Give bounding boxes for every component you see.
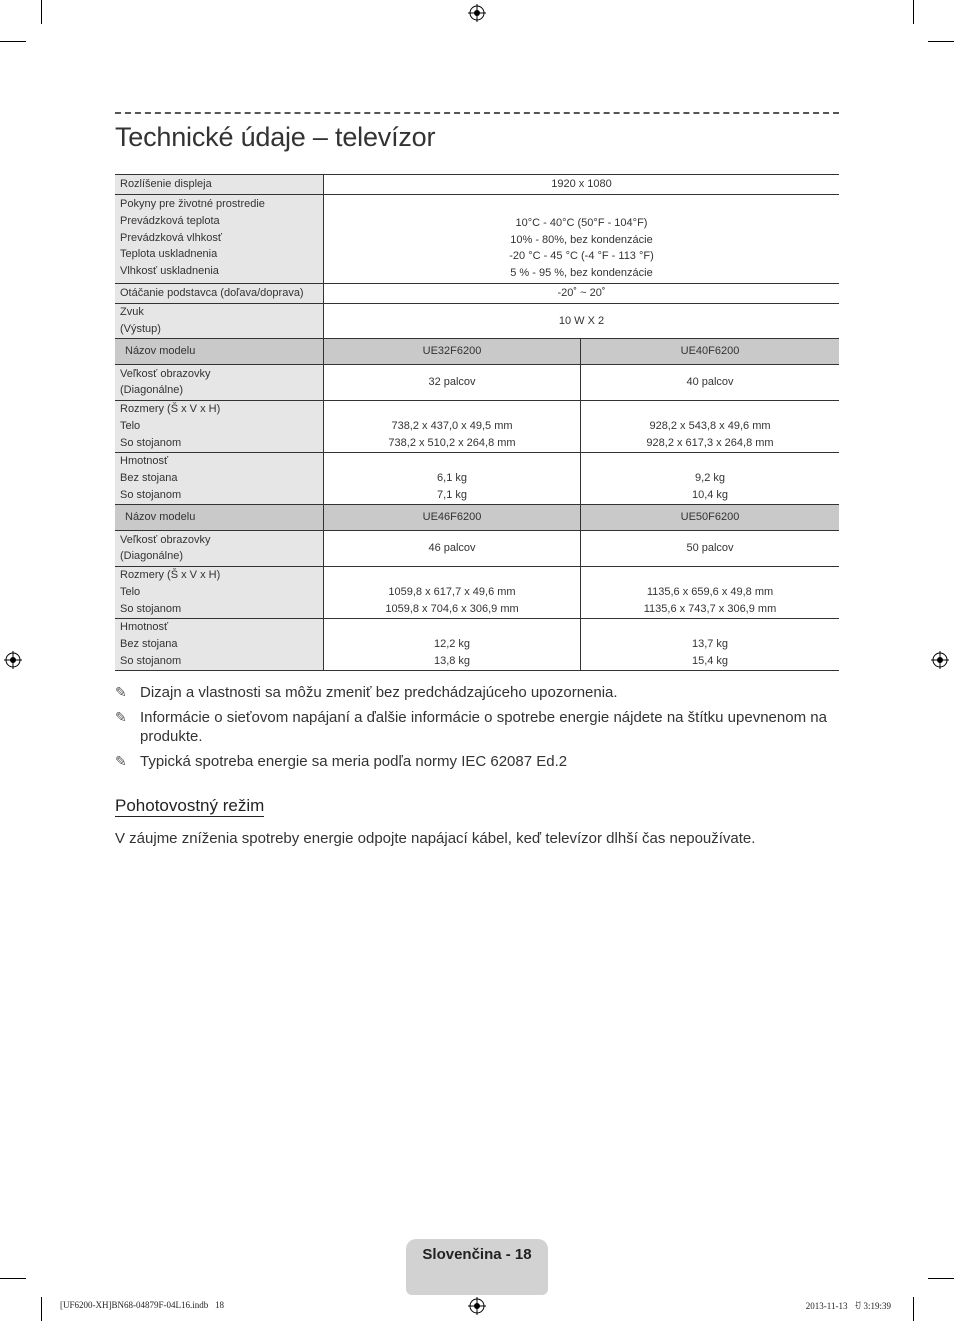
registration-mark-icon [468, 1297, 486, 1315]
spec-label [115, 530, 324, 566]
spec-label-line: Veľkosť obrazovky [120, 533, 211, 546]
spec-label-line: Teplota uskladnenia [120, 248, 218, 261]
crop-mark [928, 1278, 954, 1279]
spec-value-line: 1059,8 x 704,6 x 306,9 mm [385, 603, 519, 616]
spec-value-line: 928,2 x 617,3 x 264,8 mm [646, 437, 774, 450]
model-header-label: Názov modelu [115, 338, 324, 364]
crop-mark [913, 0, 914, 24]
spec-value-line: 13,7 kg [691, 638, 729, 651]
spec-value-line: 738,2 x 437,0 x 49,5 mm [391, 420, 513, 433]
registration-mark-icon [4, 651, 22, 669]
note-item [115, 683, 839, 702]
spec-label-line: Hmotnosť [120, 455, 169, 468]
spec-value-line: 928,2 x 543,8 x 49,6 mm [649, 420, 771, 433]
crop-mark [928, 41, 954, 42]
table-row [115, 400, 839, 452]
spec-value: 40 palcov [581, 364, 840, 400]
spec-value [324, 566, 581, 618]
table-row [115, 530, 839, 566]
spec-label [115, 618, 324, 670]
spec-value-line: -20 °C - 45 °C (-4 °F - 113 °F) [509, 250, 654, 263]
spec-label-line: Telo [120, 586, 141, 599]
model-name: UE50F6200 [581, 504, 840, 530]
spec-value: -20˚ ~ 20˚ [324, 283, 840, 303]
spec-value-line: 10°C - 40°C (50°F - 104°F) [515, 216, 648, 229]
table-row [115, 364, 839, 400]
spec-value-line: 1059,8 x 617,7 x 49,6 mm [388, 586, 516, 599]
spec-value [324, 195, 840, 284]
spec-value: 46 palcov [324, 530, 581, 566]
spec-label-line: So stojanom [120, 654, 182, 667]
note-item [115, 708, 839, 746]
spec-label-line: Telo [120, 420, 141, 433]
spec-label-line: So stojanom [120, 602, 182, 615]
table-row [115, 195, 839, 284]
page-label: Slovenčina - 18 [422, 1246, 532, 1263]
model-name: UE46F6200 [324, 504, 581, 530]
spec-label-line: (Výstup) [120, 322, 161, 335]
spec-value-line: 1135,6 x 743,7 x 306,9 mm [643, 603, 777, 616]
spec-value [581, 400, 840, 452]
spec-value-line: 738,2 x 510,2 x 264,8 mm [388, 437, 516, 450]
spec-label [115, 303, 324, 338]
crop-mark [913, 1297, 914, 1321]
spec-label [115, 452, 324, 504]
spec-label [115, 195, 324, 284]
crop-mark [41, 0, 42, 24]
spec-label [115, 364, 324, 400]
spec-label-line: (Diagonálne) [120, 550, 183, 563]
pencil-icon: ✎ [115, 684, 127, 700]
section-heading-text: Pohotovostný režim [115, 796, 265, 815]
spec-value [581, 566, 840, 618]
pencil-icon: ✎ [115, 753, 127, 769]
spec-value-line: 15,4 kg [691, 655, 729, 668]
model-name: UE32F6200 [324, 338, 581, 364]
spec-table [115, 174, 839, 671]
spec-label-line: Prevádzková vlhkosť [120, 231, 222, 244]
spec-label-line: Bez stojana [120, 472, 178, 485]
spec-label-line: Rozmery (Š x V x H) [120, 569, 221, 582]
table-row [115, 452, 839, 504]
spec-value [324, 618, 581, 670]
crop-mark [0, 41, 26, 42]
spec-value: 50 palcov [581, 530, 840, 566]
registration-mark-icon [468, 4, 486, 22]
spec-label: Otáčanie podstavca (doľava/doprava) [115, 283, 324, 303]
model-header-label: Názov modelu [115, 504, 324, 530]
spec-value [581, 452, 840, 504]
table-row [115, 303, 839, 338]
spec-label-line: So stojanom [120, 488, 182, 501]
spec-label-line: Hmotnosť [120, 621, 169, 634]
crop-mark [0, 1278, 26, 1279]
spec-value [324, 452, 581, 504]
spec-label-line: (Diagonálne) [120, 384, 183, 397]
registration-mark-icon [931, 651, 949, 669]
note-text: Typická spotreba energie sa meria podľa normy IEC 62087 Ed.2 [140, 753, 568, 770]
spec-value-line: 6,1 kg [437, 472, 467, 485]
spec-label: Rozlíšenie displeja [115, 175, 324, 195]
model-header-row [115, 338, 839, 364]
spec-label-line: Bez stojana [120, 638, 178, 651]
model-header-row [115, 504, 839, 530]
spec-label-line: Pokyny pre životné prostredie [120, 198, 265, 210]
spec-value: 1920 x 1080 [324, 175, 840, 195]
table-row [115, 175, 839, 195]
note-text: Dizajn a vlastnosti sa môžu zmeniť bez predchádzajúceho upozornenia. [140, 684, 618, 701]
table-row [115, 618, 839, 670]
spec-label-line: Prevádzková teplota [120, 214, 220, 227]
model-name: UE40F6200 [581, 338, 840, 364]
title-rule [115, 112, 839, 114]
spec-value: 32 palcov [324, 364, 581, 400]
page-number-tab [406, 1239, 548, 1295]
spec-value-line: 7,1 kg [437, 489, 467, 502]
spec-value-line: 13,8 kg [433, 655, 471, 668]
spec-value-line: 1135,6 x 659,6 x 49,8 mm [646, 586, 774, 599]
spec-value-line: 9,2 kg [695, 472, 725, 485]
spec-value-line: 5 % - 95 %, bez kondenzácie [510, 267, 653, 280]
spec-label [115, 400, 324, 452]
spec-label-line: Vlhkosť uskladnenia [120, 265, 219, 278]
note-item [115, 752, 839, 771]
spec-value: 10 W X 2 [324, 303, 840, 338]
footer-file: [UF6200-XH]BN68-04879F-04L16.indb 18 [60, 1300, 224, 1310]
spec-value [324, 400, 581, 452]
notes-list [115, 683, 839, 777]
spec-label-line: Veľkosť obrazovky [120, 367, 211, 380]
spec-value [581, 618, 840, 670]
crop-mark [41, 1297, 42, 1321]
spec-label-line: Zvuk [120, 306, 144, 319]
spec-label [115, 566, 324, 618]
table-row [115, 566, 839, 618]
page-title: Technické údaje – televízor [115, 122, 436, 152]
spec-value-line: 12,2 kg [433, 638, 471, 651]
pencil-icon: ✎ [115, 709, 127, 725]
section-body: V záujme zníženia spotreby energie odpojte napájací kábel, keď televízor dlhší čas nepoužívate. [115, 830, 756, 847]
spec-value-line: 10% - 80%, bez kondenzácie [510, 233, 653, 246]
spec-label-line: So stojanom [120, 436, 182, 449]
footer-timestamp: 2013-11-13 ꀀ 3:19:39 [805, 1301, 891, 1311]
spec-label-line: Rozmery (Š x V x H) [120, 403, 221, 416]
note-text: Informácie o sieťovom napájaní a ďalšie informácie o spotrebe energie nájdete na štítku upevnenom na produkte. [140, 709, 827, 745]
spec-value-line: 10,4 kg [691, 489, 729, 502]
section-heading [115, 796, 264, 816]
table-row [115, 283, 839, 303]
